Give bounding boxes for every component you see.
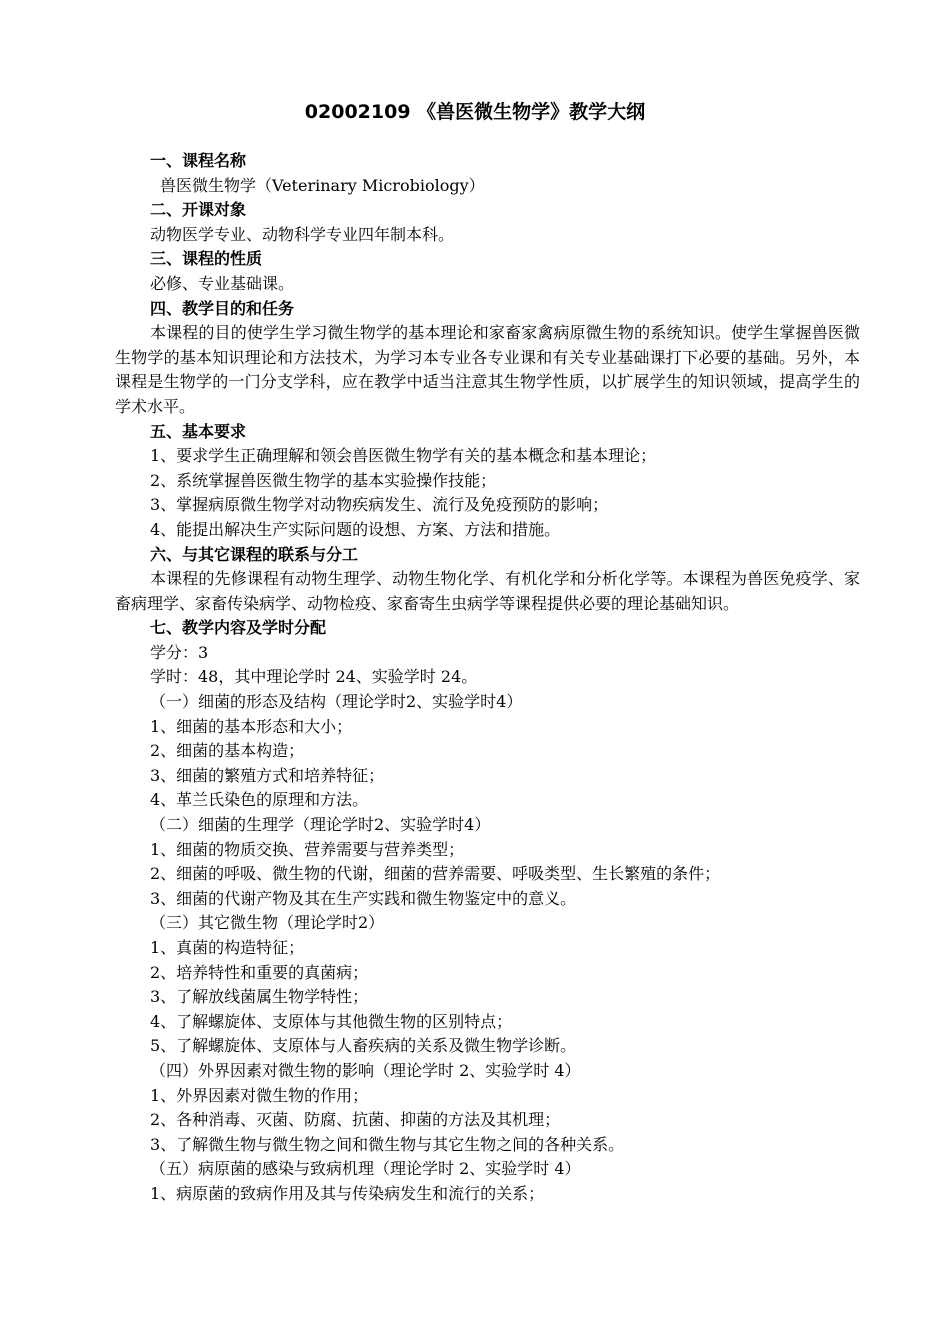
unit-item: 3、细菌的繁殖方式和培养特征；	[150, 765, 385, 785]
unit-item: 1、细菌的物质交换、营养需要与营养类型；	[150, 839, 465, 859]
requirement-item: 1、要求学生正确理解和领会兽医微生物学有关的基本概念和基本理论；	[150, 446, 657, 466]
hours-text: 学时：48，其中理论学时 24、实验学时 24。	[150, 667, 478, 687]
unit-heading: （五）病原菌的感染与致病机理（理论学时 2、实验学时 4）	[150, 1159, 581, 1179]
requirement-item: 3、掌握病原微生物学对动物疾病发生、流行及免疫预防的影响；	[150, 495, 609, 515]
objectives-paragraph: 本课程的目的使学生学习微生物学的基本理论和家畜家禽病原微生物的系统知识。使学生掌握兽医微生物学的基本知识理论和方法技术，为学习本专业各专业课和有关专业基础课打下必要的基础。另外，本课程是生物学的一门分支学科，应在教学中适当注意其生物学性质，以扩展学生的知识领域，提高学生的学术水平。	[115, 323, 860, 416]
unit-item: 5、了解螺旋体、支原体与人畜疾病的关系及微生物学诊断。	[150, 1036, 577, 1056]
unit-item: 2、培养特性和重要的真菌病；	[150, 962, 369, 982]
unit-heading: （二）细菌的生理学（理论学时2、实验学时4）	[150, 815, 491, 835]
credits-text: 学分：3	[150, 642, 209, 662]
unit-item: 2、细菌的基本构造；	[150, 741, 305, 761]
document-body	[115, 149, 860, 1207]
section-heading-course-name: 一、课程名称	[150, 151, 247, 170]
unit-item: 3、细菌的代谢产物及其在生产实践和微生物鉴定中的意义。	[150, 888, 577, 908]
unit-item: 1、细菌的基本形态和大小；	[150, 716, 353, 736]
requirement-item: 2、系统掌握兽医微生物学的基本实验操作技能；	[150, 470, 497, 490]
audience-text: 动物医学专业、动物科学专业四年制本科。	[150, 224, 455, 244]
section-heading-audience: 二、开课对象	[150, 200, 247, 220]
unit-item: 2、各种消毒、灭菌、防腐、抗菌、抑菌的方法及其机理；	[150, 1110, 561, 1130]
unit-item: 4、革兰氏染色的原理和方法。	[150, 790, 369, 810]
unit-item: 3、了解放线菌属生物学特性；	[150, 987, 369, 1007]
section-heading-nature: 三、课程的性质	[150, 249, 263, 269]
unit-item: 1、病原菌的致病作用及其与传染病发生和流行的关系；	[150, 1183, 545, 1203]
document-title: 02002109 《兽医微生物学》教学大纲	[304, 101, 646, 123]
unit-heading: （三）其它微生物（理论学时2）	[150, 913, 385, 933]
section-heading-relations: 六、与其它课程的联系与分工	[150, 544, 359, 564]
unit-heading: （一）细菌的形态及结构（理论学时2、实验学时4）	[150, 692, 523, 712]
nature-text: 必修、专业基础课。	[150, 273, 295, 293]
section-heading-objectives: 四、教学目的和任务	[150, 298, 295, 318]
unit-item: 2、细菌的呼吸、微生物的代谢，细菌的营养需要、呼吸类型、生长繁殖的条件；	[150, 864, 721, 884]
unit-item: 3、了解微生物与微生物之间和微生物与其它生物之间的各种关系。	[150, 1134, 625, 1154]
section-heading-requirements: 五、基本要求	[150, 421, 247, 441]
requirement-item: 4、能提出解决生产实际问题的设想、方案、方法和措施。	[150, 519, 561, 539]
relations-paragraph: 本课程的先修课程有动物生理学、动物生物化学、有机化学和分析化学等。本课程为兽医免疫学、家畜病理学、家畜传染病学、动物检疫、家畜寄生虫病学等课程提供必要的理论基础知识。	[115, 569, 860, 613]
unit-item: 1、真菌的构造特征；	[150, 938, 305, 957]
course-name-text: 兽医微生物学（Veterinary Microbiology）	[160, 175, 485, 195]
section-heading-content: 七、教学内容及学时分配	[150, 618, 327, 638]
unit-item: 4、了解螺旋体、支原体与其他微生物的区别特点；	[150, 1011, 513, 1031]
unit-heading: （四）外界因素对微生物的影响（理论学时 2、实验学时 4）	[150, 1060, 581, 1080]
unit-item: 1、外界因素对微生物的作用；	[150, 1085, 369, 1105]
